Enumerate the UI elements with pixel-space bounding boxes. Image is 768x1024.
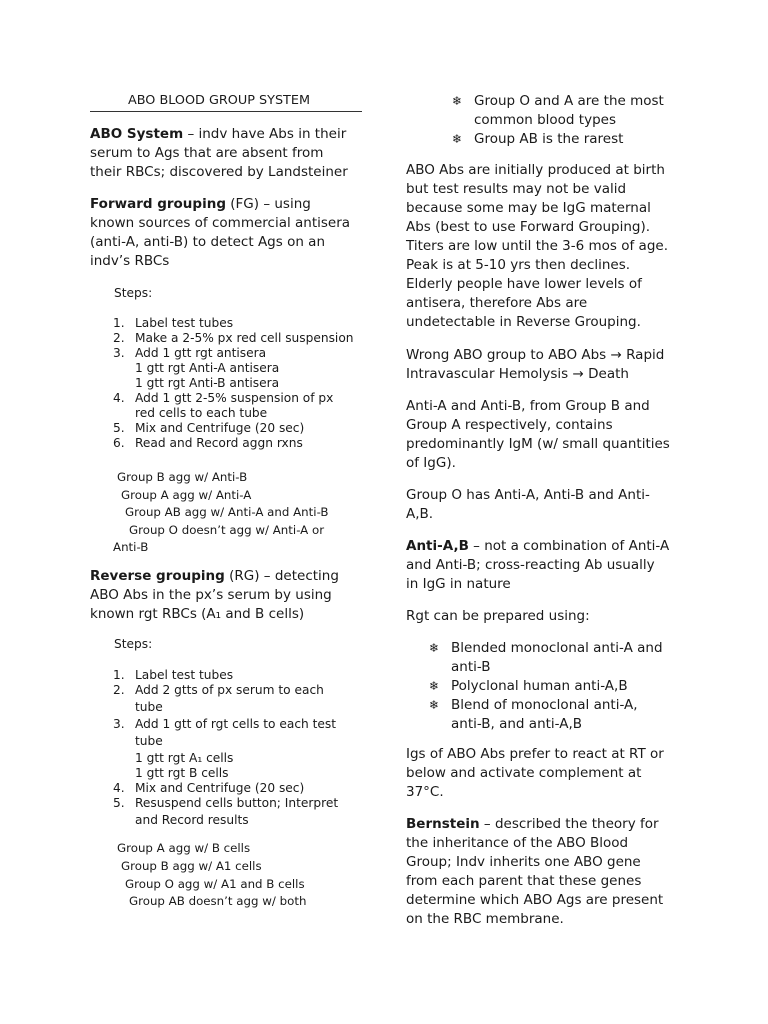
fg-steps-list: [113, 316, 354, 451]
list-item: 1. Label test tubes: [113, 668, 234, 682]
list-item: 5. Resuspend cells button; Interpret: [113, 796, 339, 810]
list-item: 3. Add 1 gtt rgt antisera: [113, 346, 267, 360]
list-item: 1 gtt rgt Anti-A antisera: [135, 361, 280, 375]
list-item: and Record results: [135, 813, 249, 827]
list-item: tube: [135, 734, 163, 748]
list-item: 5. Mix and Centrifuge (20 sec): [113, 421, 305, 435]
snowflake-bullet-icon: ❄: [452, 94, 463, 108]
list-item: ❄ Polyclonal human anti-A,B: [429, 678, 628, 694]
snowflake-bullet-icon: ❄: [429, 698, 440, 712]
rg-result-line: Group B agg w/ A1 cells: [121, 859, 262, 873]
list-item: ❄ Group AB is the rarest: [452, 131, 624, 147]
rg-steps-list: [113, 668, 338, 828]
list-item: anti-B, and anti-A,B: [451, 716, 583, 732]
list-item: 1 gtt rgt A₁ cells: [135, 751, 234, 765]
rg-steps-label: Steps:: [114, 637, 153, 651]
list-item: red cells to each tube: [135, 406, 268, 420]
reverse-grouping-paragraph: Reverse grouping (RG) – detecting ABO Abs in the px’s serum by using known rgt RBCs (A₁ and B cells): [90, 568, 339, 622]
rg-result-line: Group O agg w/ A1 and B cells: [125, 877, 305, 891]
reverse-grouping-term: Reverse grouping: [90, 568, 225, 584]
list-item: ❄ Group O and A are the most: [452, 93, 664, 109]
rg-result-line: Group AB doesn’t agg w/ both: [129, 894, 307, 908]
list-item: 6. Read and Record aggn rxns: [113, 436, 303, 450]
list-item: 2. Make a 2-5% px red cell suspension: [113, 331, 354, 345]
list-item: 3. Add 1 gtt of rgt cells to each test: [113, 717, 337, 731]
igs-paragraph: Igs of ABO Abs prefer to react at RT or below and activate complement at 37°C.: [406, 746, 664, 800]
snowflake-bullet-icon: ❄: [452, 132, 463, 146]
list-item: 2. Add 2 gtts of px serum to each: [113, 683, 324, 697]
anti-ab-term: Anti-A,B: [406, 538, 469, 554]
group-o-paragraph: Group O has Anti-A, Anti-B and Anti- A,B.: [406, 487, 650, 522]
abo-production-paragraph: ABO Abs are initially produced at birth but test results may not be valid because some may be IgG maternal Abs (best to use Forward Grouping). Titers are low until the 3-6 mos of age. Peak is at 5-10 yrs then declines. Elderly people have lower levels of antisera, therefore Abs are undetectable in Reverse Grouping.: [406, 162, 668, 330]
bernstein-paragraph: Bernstein – described the theory for the inheritance of the ABO Blood Group; Indv inherits one ABO gene from each parent that these genes determine which ABO Ags are present on the RBC membrane.: [406, 816, 664, 927]
fg-result-line: Anti-B: [113, 540, 149, 554]
top-bullet-list: [452, 92, 664, 149]
rgt-bullet-list: [429, 639, 663, 734]
list-item: 4. Add 1 gtt 2-5% suspension of px: [113, 391, 334, 405]
anti-ab-paragraph: Anti-A,B – not a combination of Anti-A and Anti-B; cross-reacting Ab usually in IgG in nature: [406, 538, 670, 592]
forward-grouping-term: Forward grouping: [90, 196, 226, 212]
fg-steps-label: Steps:: [114, 286, 153, 300]
fg-result-line: Group B agg w/ Anti-B: [117, 470, 248, 484]
fg-result-line: Group A agg w/ Anti-A: [121, 488, 252, 502]
fg-result-line: Group O doesn’t agg w/ Anti-A or: [129, 523, 325, 537]
rg-result-line: Group A agg w/ B cells: [117, 841, 251, 855]
list-item: common blood types: [474, 112, 616, 128]
bernstein-term: Bernstein: [406, 816, 480, 832]
list-item: ❄ Blended monoclonal anti-A and: [429, 640, 663, 656]
list-item: 1. Label test tubes: [113, 316, 234, 330]
wrong-abo-paragraph: Wrong ABO group to ABO Abs → Rapid Intravascular Hemolysis → Death: [406, 347, 665, 382]
abo-system-term: ABO System: [90, 126, 184, 142]
abo-system-paragraph: ABO System – indv have Abs in their serum to Ags that are absent from their RBCs; discovered by Landsteiner: [90, 126, 348, 180]
list-item: ❄ Blend of monoclonal anti-A,: [429, 697, 638, 713]
snowflake-bullet-icon: ❄: [429, 679, 440, 693]
list-item: anti-B: [451, 659, 491, 675]
title-underline: [90, 111, 362, 112]
fg-result-line: Group AB agg w/ Anti-A and Anti-B: [125, 505, 329, 519]
list-item: 1 gtt rgt Anti-B antisera: [135, 376, 280, 390]
anti-a-anti-b-paragraph: Anti-A and Anti-B, from Group B and Group A respectively, contains predominantly IgM (w/ small quantities of IgG).: [406, 398, 670, 471]
document-title: ABO BLOOD GROUP SYSTEM: [128, 93, 311, 108]
list-item: 4. Mix and Centrifuge (20 sec): [113, 781, 305, 795]
list-item: 1 gtt rgt B cells: [135, 766, 229, 780]
rgt-prep-intro: Rgt can be prepared using:: [406, 608, 590, 624]
snowflake-bullet-icon: ❄: [429, 641, 440, 655]
forward-grouping-paragraph: Forward grouping (FG) – using known sources of commercial antisera (anti-A, anti-B) to detect Ags on an indv’s RBCs: [90, 196, 351, 269]
list-item: tube: [135, 700, 163, 714]
